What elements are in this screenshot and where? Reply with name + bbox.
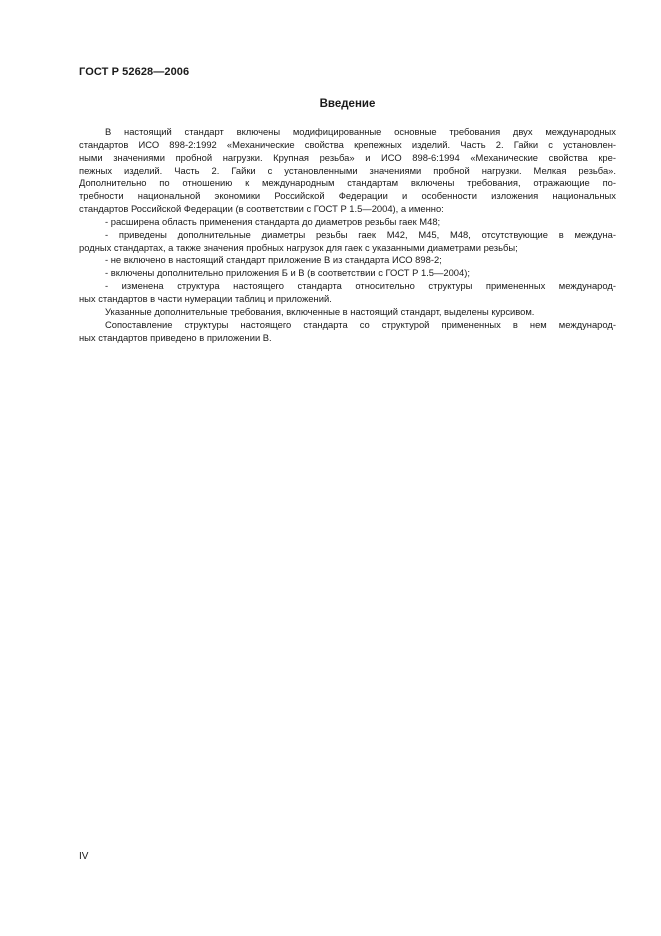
paragraph-line: ных стандартов приведено в приложении В. <box>79 331 272 343</box>
paragraph-line: стандартов ИСО 898-2:1992 «Механические свойства крепежных изделий. Часть 2. Гайки с установлен- <box>79 138 616 150</box>
paragraph-line: стандартов Российской Федерации (в соответствии с ГОСТ Р 1.5—2004), а именно: <box>79 203 444 215</box>
list-item-continuation: родных стандартах, а также значения пробных нагрузок для гаек с указанными диаметрами резьбы; <box>79 241 518 253</box>
list-item: - включены дополнительно приложения Б и В (в соответствии с ГОСТ Р 1.5—2004); <box>105 267 470 279</box>
paragraph-line: В настоящий стандарт включены модифицированные основные требования двух международных <box>105 126 616 137</box>
paragraph-line: требности национальной экономики Российской Федерации и особенности изложения национальных <box>79 190 616 202</box>
list-item: - изменена структура настоящего стандарта относительно структуры примененных международ- <box>105 280 616 292</box>
list-item-continuation: ных стандартов в части нумерации таблиц и приложений. <box>79 292 332 304</box>
page-number: IV <box>79 851 89 862</box>
body-text <box>79 126 616 344</box>
section-title: Введение <box>319 98 376 110</box>
paragraph-line: ными значениями пробной нагрузки. Крупная резьба» и ИСО 898-6:1994 «Механические свойства кре- <box>79 151 616 163</box>
list-item: - не включено в настоящий стандарт приложение В из стандарта ИСО 898-2; <box>105 254 442 266</box>
paragraph-line: Сопоставление структуры настоящего стандарта со структурой примененных в нем международ- <box>105 318 616 330</box>
paragraph-line: Дополнительно по отношению к международным стандартам включены требования, отражающие по- <box>79 177 616 189</box>
document-header: ГОСТ Р 52628—2006 <box>79 66 190 78</box>
paragraph-line: Указанные дополнительные требования, включенные в настоящий стандарт, выделены курсивом. <box>105 305 535 317</box>
list-item: - расширена область применения стандарта до диаметров резьбы гаек М48; <box>105 215 441 227</box>
paragraph-line: пежных изделий. Часть 2. Гайки с установленными значениями пробной нагрузки. Мелкая резьба». <box>79 164 616 176</box>
list-item: - приведены дополнительные диаметры резьбы гаек М42, М45, М48, отсутствующие в междуна- <box>105 228 616 240</box>
